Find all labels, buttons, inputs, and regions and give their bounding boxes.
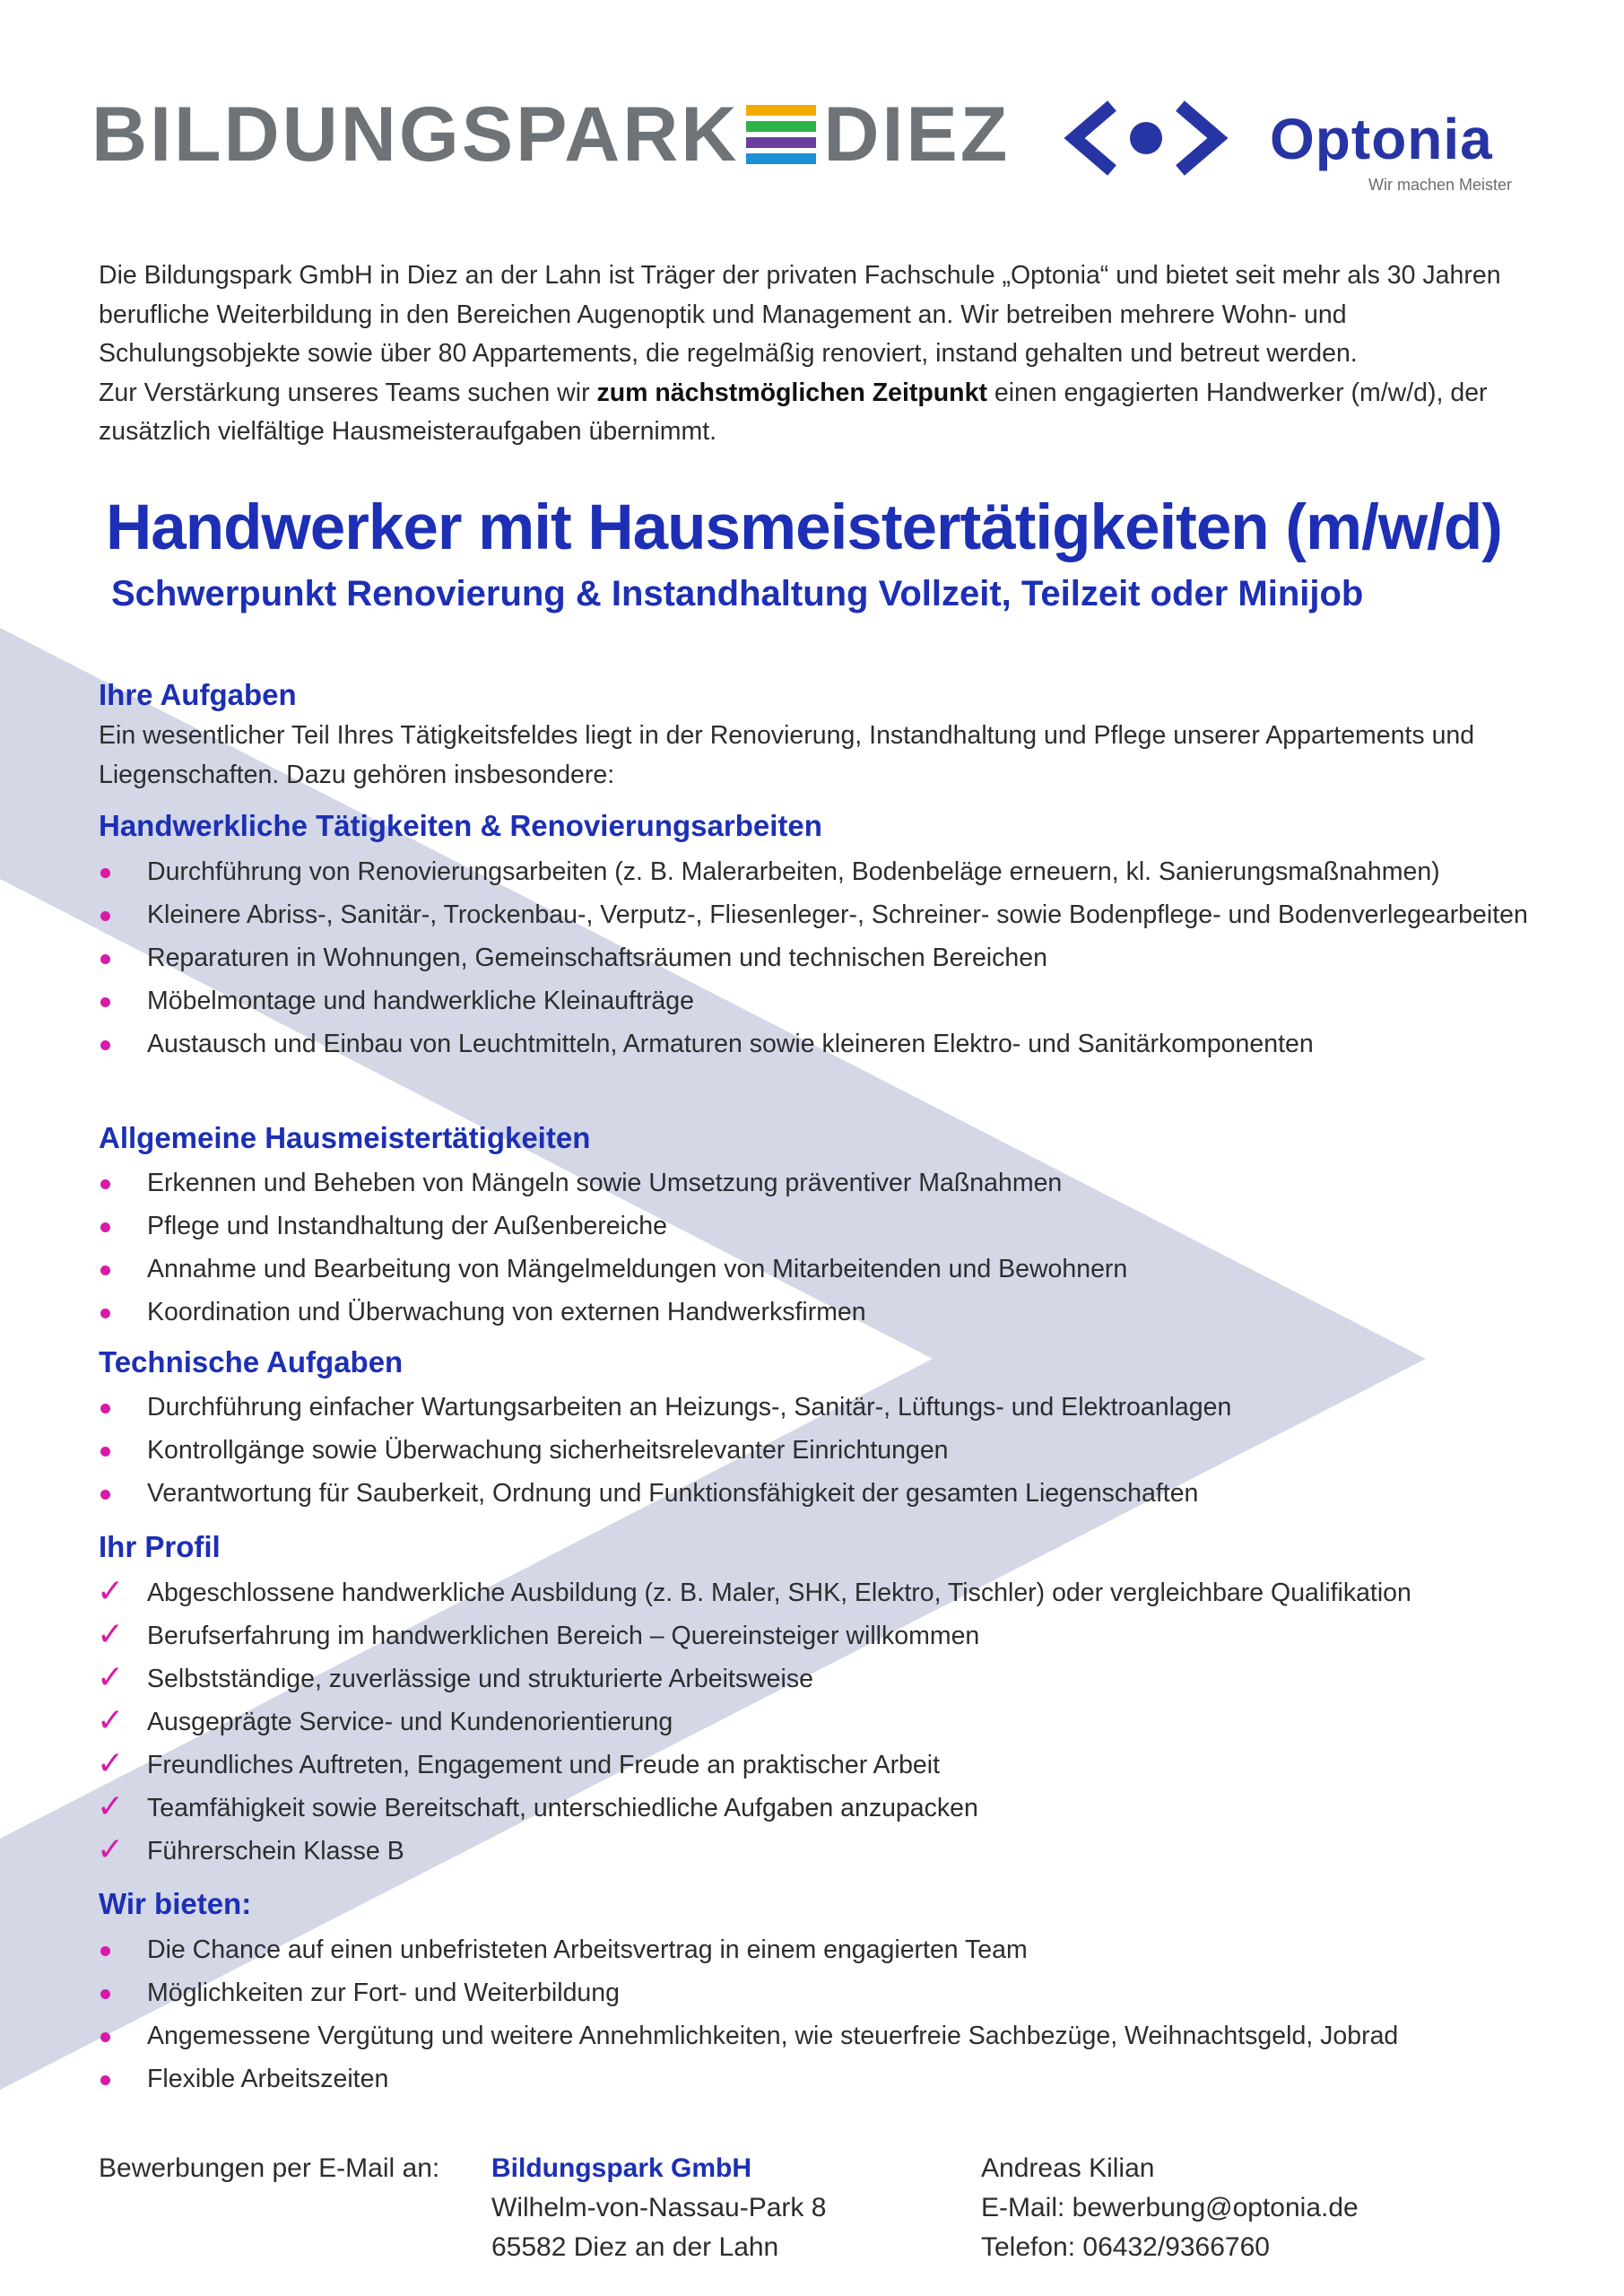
- list-item-text: Flexible Arbeitszeiten: [147, 2065, 389, 2093]
- company-address: [491, 2149, 826, 2267]
- list-item: [99, 1386, 1542, 1429]
- job-subtitle: Schwerpunkt Renovierung & Instandhaltung Vollzeit, Teilzeit oder Minijob: [111, 574, 1364, 613]
- checkmark-icon: ✓: [97, 1615, 125, 1652]
- list-item: [99, 1161, 1542, 1205]
- contact-phone: Telefon: 06432/9366760: [981, 2232, 1270, 2262]
- application-label: Bewerbungen per E-Mail an:: [99, 2153, 440, 2183]
- list-item-text: Abgeschlossene handwerkliche Ausbildung (z. B. Maler, SHK, Elektro, Tischler) oder vergleichbare Qualifikation: [147, 1578, 1411, 1607]
- optonia-logo: [1056, 86, 1541, 203]
- list-item-text: Erkennen und Beheben von Mängeln sowie Umsetzung präventiver Maßnahmen: [147, 1169, 1063, 1197]
- logo-word-diez: DIEZ: [823, 91, 1011, 178]
- list-item-text: Berufserfahrung im handwerklichen Bereich – Quereinsteiger willkommen: [147, 1622, 980, 1650]
- checkmark-icon: ✓: [97, 1658, 125, 1695]
- logo-stripes-icon: [746, 105, 816, 164]
- optonia-name: Optonia: [1270, 107, 1493, 171]
- list-item-text: Möbelmontage und handwerkliche Kleinaufträge: [147, 987, 694, 1015]
- checkmark-icon: ✓: [97, 1744, 125, 1781]
- bullet-icon: [100, 2075, 110, 2085]
- logo-stripe: [746, 137, 816, 148]
- heading-ihre-aufgaben: Ihre Aufgaben: [99, 678, 297, 711]
- optonia-eye-icon: [1056, 93, 1236, 183]
- bullet-icon: [100, 1946, 110, 1956]
- heading-ihr-profil: Ihr Profil: [99, 1530, 221, 1563]
- list-item-text: Führerschein Klasse B: [147, 1837, 404, 1866]
- contact-email-link[interactable]: E-Mail: bewerbung@optonia.de: [981, 2193, 1359, 2222]
- checkmark-icon: ✓: [97, 1831, 125, 1867]
- list-item: [99, 1700, 1542, 1744]
- list-item: [99, 1787, 1542, 1830]
- checkmark-icon: ✓: [97, 1572, 125, 1609]
- logo-stripe: [746, 153, 816, 164]
- list-item-text: Durchführung von Renovierungsarbeiten (z. B. Malerarbeiten, Bodenbeläge erneuern, kl. Sanierungsmaßnahmen): [147, 857, 1440, 886]
- list-item-text: Verantwortung für Sauberkeit, Ordnung und Funktionsfähigkeit der gesamten Liegenschaften: [147, 1479, 1199, 1508]
- list-item-text: Austausch und Einbau von Leuchtmitteln, Armaturen sowie kleineren Elektro- und Sanitärkomponenten: [147, 1030, 1314, 1058]
- list-bieten: [99, 1928, 1542, 2100]
- bullet-icon: [100, 911, 110, 921]
- bullet-icon: [100, 2032, 110, 2042]
- bullet-icon: [100, 1309, 110, 1318]
- bullet-icon: [100, 1040, 110, 1050]
- heading-hausmeistertaetigkeiten: Allgemeine Hausmeistertätigkeiten: [99, 1121, 591, 1154]
- list-technik: [99, 1386, 1542, 1515]
- list-profil: [99, 1571, 1542, 1873]
- list-item-text: Annahme und Bearbeitung von Mängelmeldungen von Mitarbeitenden und Bewohnern: [147, 1255, 1128, 1283]
- bildungspark-logo: [91, 90, 1010, 179]
- list-item-text: Die Chance auf einen unbefristeten Arbeitsvertrag in einem engagierten Team: [147, 1935, 1028, 1964]
- intro-paragraph-1: Die Bildungspark GmbH in Diez an der Lahn ist Träger der privaten Fachschule „Optonia“ und bietet seit mehr als 30 Jahren berufliche Weiterbildung in den Bereichen Augenoptik und Management an. Wir betreiben mehrere Wohn- und Schulungsobjekte sowie über 80 Appartements, die regelmäßig renoviert, instand gehalten und betreut werden.: [99, 261, 1501, 368]
- intro-text: [99, 257, 1533, 452]
- checkmark-icon: ✓: [97, 1701, 125, 1738]
- list-item-text: Durchführung einfacher Wartungsarbeiten an Heizungs-, Sanitär-, Lüftungs- und Elektroanlagen: [147, 1393, 1232, 1422]
- list-item: [99, 1614, 1542, 1657]
- checkmark-icon: ✓: [97, 1787, 125, 1824]
- logo-stripe: [746, 105, 816, 116]
- bullet-icon: [100, 1490, 110, 1500]
- optonia-slogan: Wir machen Meister: [1368, 176, 1513, 194]
- list-item: [99, 1291, 1542, 1334]
- list-item-text: Kontrollgänge sowie Überwachung sicherheitsrelevanter Einrichtungen: [147, 1436, 949, 1465]
- list-item-text: Pflege und Instandhaltung der Außenbereiche: [147, 1212, 667, 1240]
- aufgaben-intro-text: Ein wesentlicher Teil Ihres Tätigkeitsfeldes liegt in der Renovierung, Instandhaltung und Pflege unserer Appartements und Liegenschaften. Dazu gehören insbesondere:: [99, 721, 1475, 789]
- bullet-icon: [100, 1989, 110, 1999]
- list-item: [99, 1657, 1542, 1700]
- heading-wir-bieten: Wir bieten:: [99, 1887, 252, 1920]
- list-item: [99, 1830, 1542, 1873]
- heading-technische-aufgaben: Technische Aufgaben: [99, 1345, 404, 1378]
- contact-person: [981, 2149, 1359, 2267]
- list-item: [99, 1571, 1542, 1614]
- list-hausmeister: [99, 1161, 1542, 1334]
- bullet-icon: [100, 997, 110, 1007]
- list-item: [99, 893, 1542, 936]
- list-item: [99, 1472, 1542, 1515]
- list-item: [99, 2057, 1542, 2100]
- list-item: [99, 979, 1542, 1022]
- contact-name: Andreas Kilian: [981, 2153, 1155, 2183]
- company-street: Wilhelm-von-Nassau-Park 8: [491, 2193, 827, 2222]
- bullet-icon: [100, 1404, 110, 1413]
- intro-paragraph-2: Zur Verstärkung unseres Teams suchen wir zum nächstmöglichen Zeitpunkt einen engagierten Handwerker (m/w/d), der zusätzlich vielfältige Hausmeisteraufgaben übernimmt.: [99, 378, 1488, 446]
- logo-stripe: [746, 121, 816, 132]
- list-item-text: Angemessene Vergütung und weitere Annehmlichkeiten, wie steuerfreie Sachbezüge, Weihnachtsgeld, Jobrad: [147, 2022, 1399, 2050]
- list-item: [99, 850, 1542, 893]
- list-item-text: Freundliches Auftreten, Engagement und Freude an praktischer Arbeit: [147, 1751, 941, 1779]
- list-item-text: Selbstständige, zuverlässige und strukturierte Arbeitsweise: [147, 1665, 813, 1693]
- bullet-icon: [100, 1222, 110, 1232]
- list-item: [99, 2014, 1542, 2057]
- list-item: [99, 1205, 1542, 1248]
- list-handwerk: [99, 850, 1542, 1065]
- list-item-text: Koordination und Überwachung von externen Handwerksfirmen: [147, 1298, 866, 1326]
- list-item-text: Möglichkeiten zur Fort- und Weiterbildung: [147, 1979, 620, 2007]
- list-item: [99, 1429, 1542, 1472]
- list-item-text: Reparaturen in Wohnungen, Gemeinschaftsräumen und technischen Bereichen: [147, 944, 1047, 972]
- start-date-emphasis: zum nächstmöglichen Zeitpunkt: [596, 378, 987, 407]
- bullet-icon: [100, 1447, 110, 1457]
- job-title: Handwerker mit Hausmeistertätigkeiten (m/w/d): [106, 492, 1502, 563]
- company-name: Bildungspark GmbH: [491, 2153, 752, 2183]
- bullet-icon: [100, 1265, 110, 1275]
- list-item-text: Teamfähigkeit sowie Bereitschaft, unterschiedliche Aufgaben anzupacken: [147, 1794, 978, 1822]
- company-city: 65582 Diez an der Lahn: [491, 2232, 779, 2262]
- bullet-icon: [100, 1179, 110, 1189]
- list-item-text: Ausgeprägte Service- und Kundenorientierung: [147, 1708, 673, 1736]
- list-item-text: Kleinere Abriss-, Sanitär-, Trockenbau-, Verputz-, Fliesenleger-, Schreiner- sowie Bodenpflege- und Bodenverlegearbeiten: [147, 900, 1528, 929]
- heading-handwerkliche-taetigkeiten: Handwerkliche Tätigkeiten & Renovierungsarbeiten: [99, 809, 822, 842]
- logo-word-bildungspark: BILDUNGSPARK: [91, 91, 740, 178]
- list-item: [99, 1744, 1542, 1787]
- bullet-icon: [100, 868, 110, 878]
- list-item: [99, 1971, 1542, 2014]
- list-item: [99, 1022, 1542, 1065]
- list-item: [99, 1248, 1542, 1291]
- list-item: [99, 936, 1542, 979]
- bullet-icon: [100, 954, 110, 964]
- list-item: [99, 1928, 1542, 1971]
